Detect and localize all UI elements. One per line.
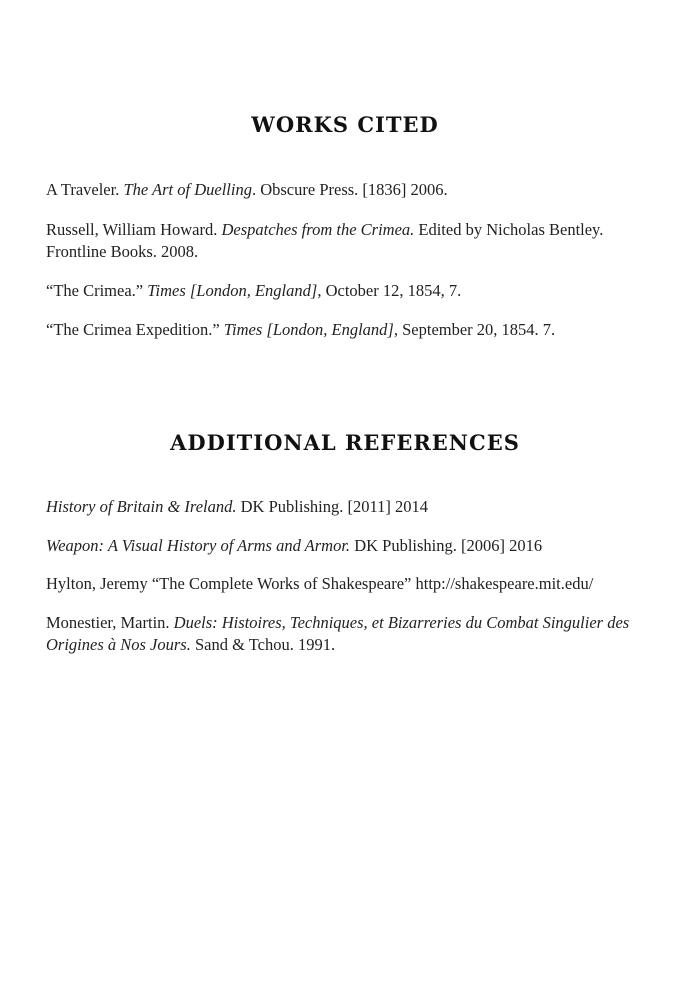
additional-references-heading: ADDITIONAL REFERENCES	[170, 430, 520, 455]
citation-entry	[46, 280, 666, 302]
citation-entry	[46, 612, 666, 656]
citation-text: . Obscure Press. [1836] 2006.	[251, 180, 448, 199]
citation-title: Times [London, England]	[147, 281, 318, 300]
citation-entry	[46, 496, 666, 518]
citation-entry	[46, 179, 666, 201]
citation-text: Edited by Nicholas Bentley. Frontline Books. 2008.	[46, 220, 604, 261]
citation-title: Times [London, England]	[223, 320, 394, 339]
citation-title: History of Britain & Ireland.	[46, 497, 237, 516]
citation-text: , October 12, 1854, 7.	[317, 281, 462, 300]
citation-text: “The Crimea Expedition.”	[46, 320, 224, 339]
citation-entry	[46, 535, 666, 557]
citation-text: A Traveler.	[46, 180, 124, 199]
citation-text: Monestier, Martin.	[46, 613, 174, 632]
citation-entry	[46, 573, 666, 595]
citation-title: Weapon: A Visual History of Arms and Armor.	[46, 536, 351, 555]
citation-text: DK Publishing. [2006] 2016	[350, 536, 543, 555]
citation-text: Russell, William Howard.	[46, 220, 222, 239]
citation-text: , September 20, 1854. 7.	[393, 320, 556, 339]
citation-entry	[46, 219, 666, 263]
citation-text: DK Publishing. [2011] 2014	[236, 497, 428, 516]
citation-entry	[46, 319, 666, 341]
citation-title: The Art of Duelling	[123, 180, 252, 199]
citation-title: Duels: Histoires, Techniques, et Bizarreries du Combat Singulier des Origines à Nos Jours.	[46, 613, 630, 654]
citation-text: Hylton, Jeremy “The Complete Works of Shakespeare” http://shakespeare.mit.edu/	[46, 574, 594, 593]
citation-text: Sand & Tchou. 1991.	[190, 635, 336, 654]
citation-title: Despatches from the Crimea.	[221, 220, 415, 239]
works-cited-heading: WORKS CITED	[251, 112, 439, 137]
citation-text: “The Crimea.”	[46, 281, 148, 300]
